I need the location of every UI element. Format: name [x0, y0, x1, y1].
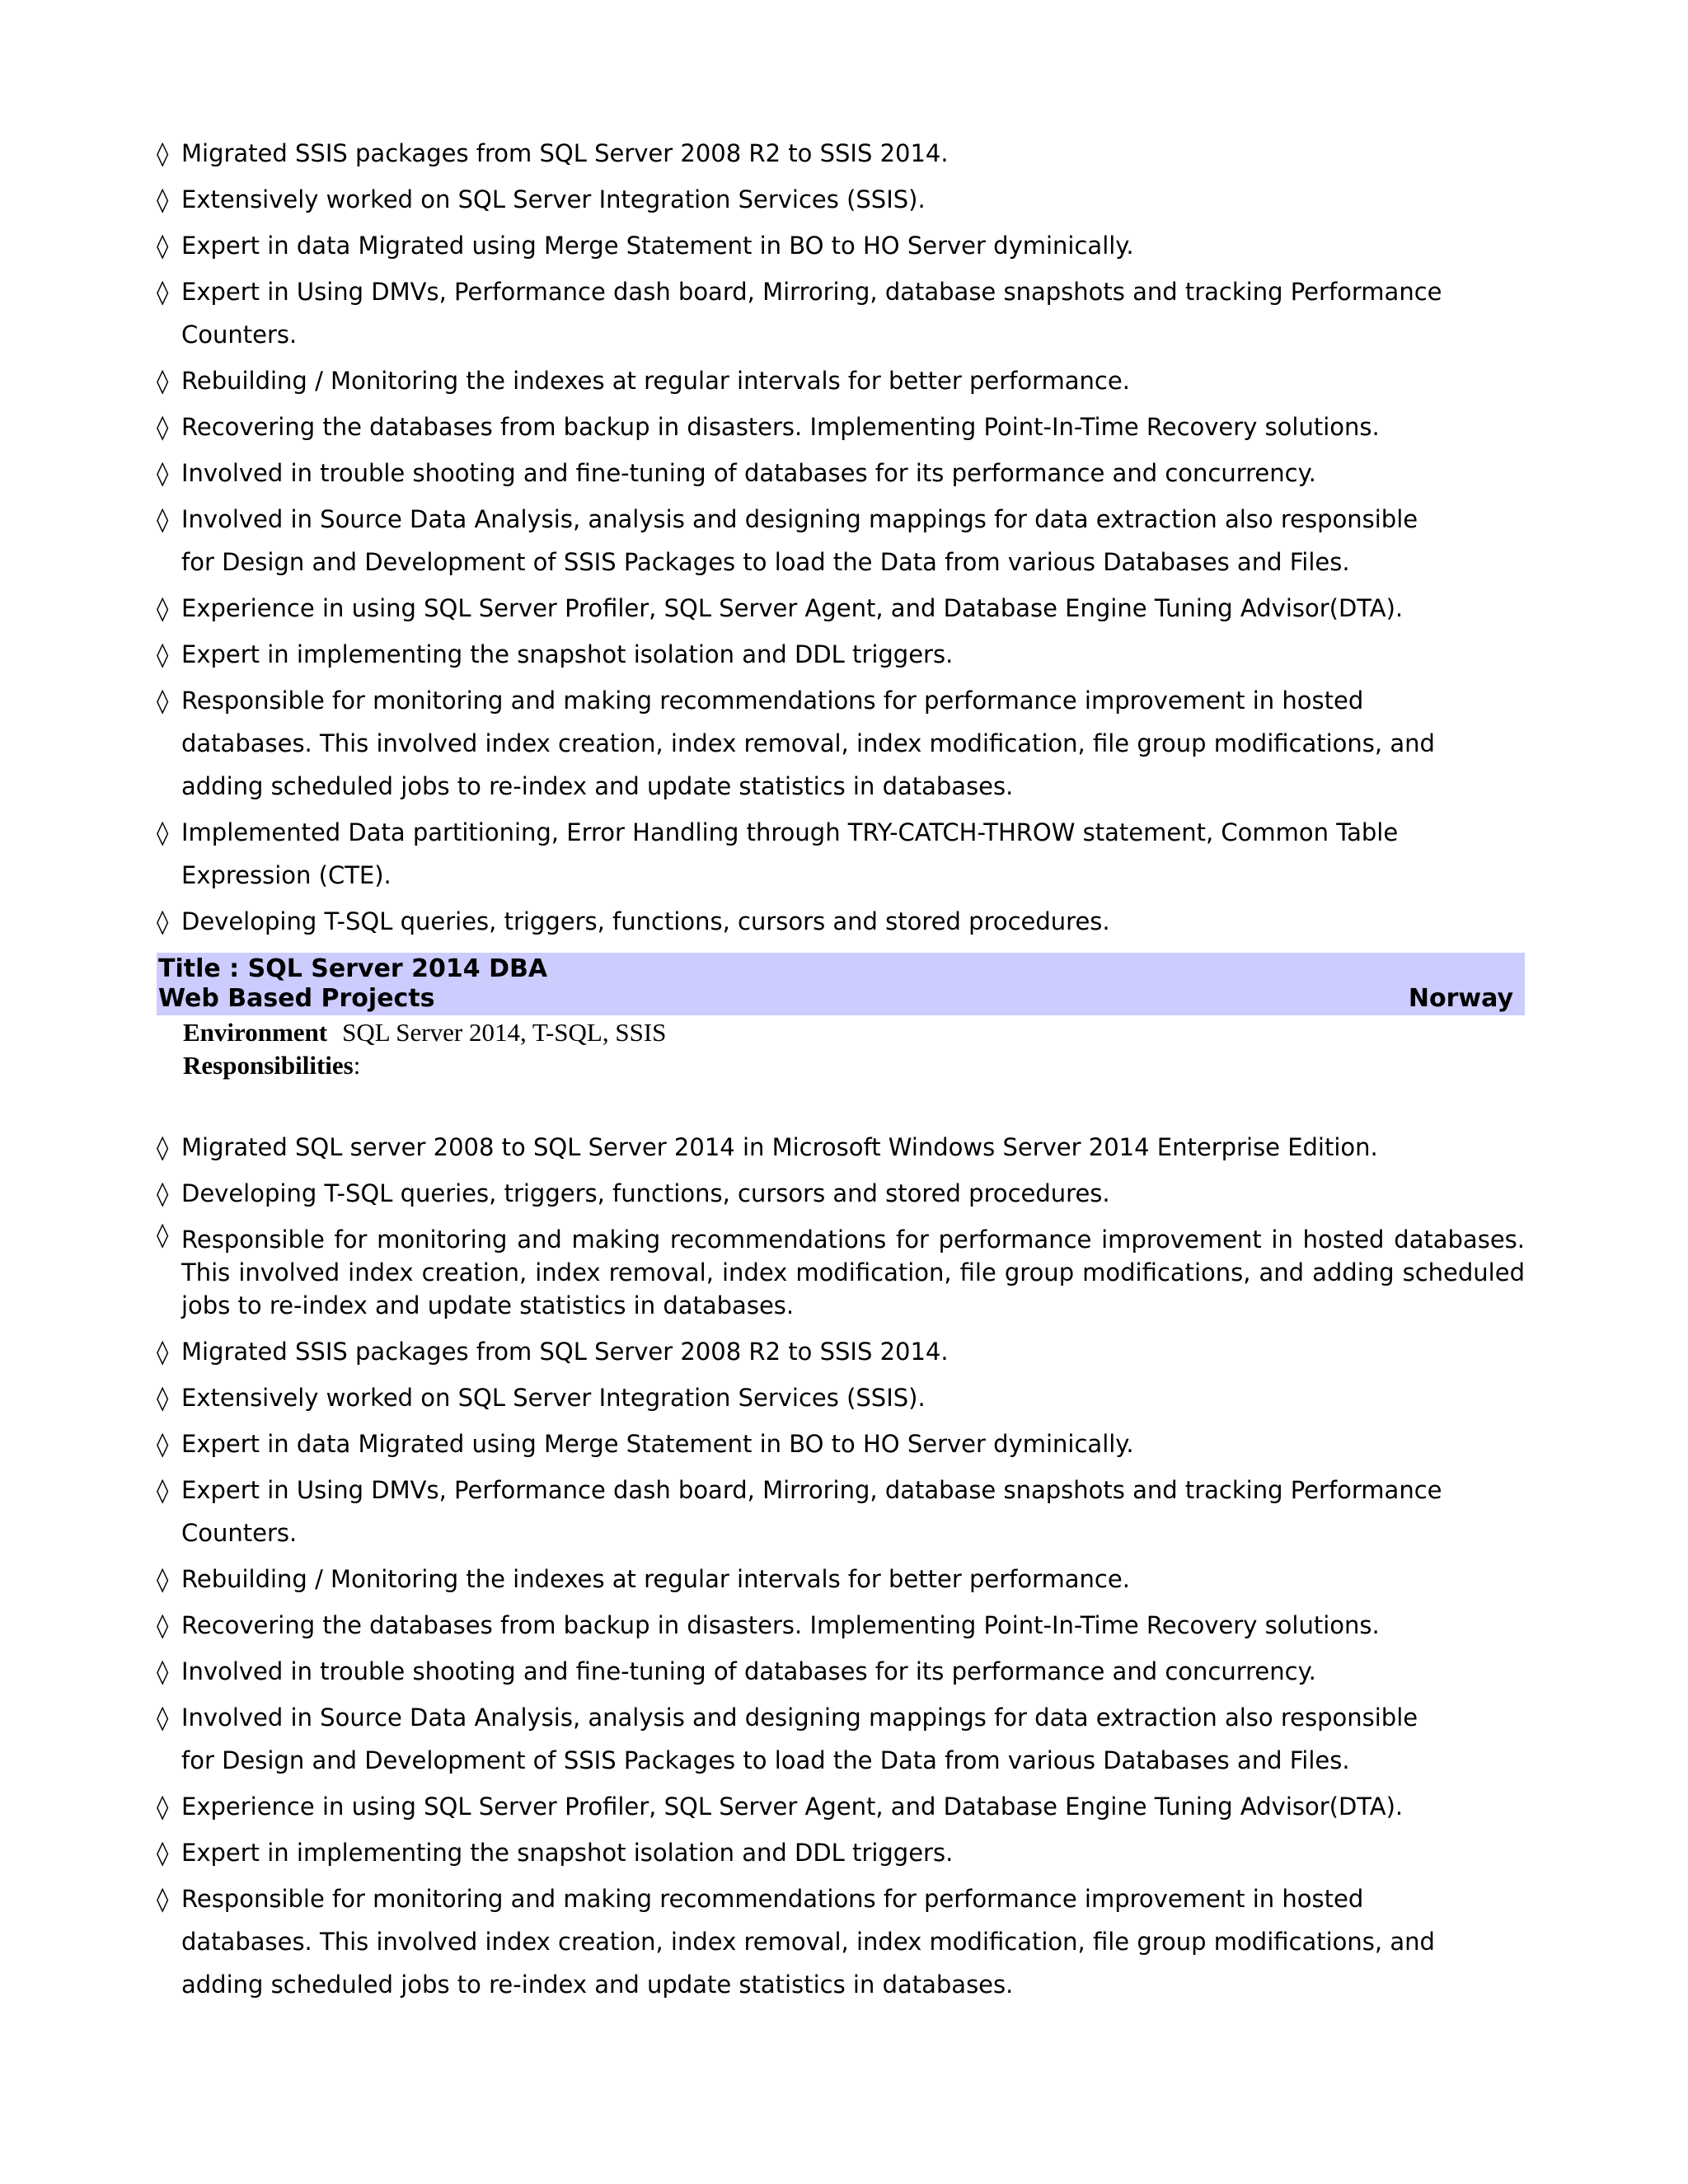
list-item [157, 1218, 1525, 1327]
responsibility-list-previous [157, 132, 1525, 943]
diamond-bullet-icon: ◊ [157, 1338, 169, 1366]
list-item [157, 1172, 1525, 1215]
list-item [157, 633, 1525, 676]
list-item-text: Implemented Data partitioning, Error Handling through TRY-CATCH-THROW statement, Common Table Expression (CTE). [181, 818, 1399, 889]
diamond-bullet-icon: ◊ [157, 185, 169, 213]
list-item-text: Involved in Source Data Analysis, analysis and designing mappings for data extraction also responsible for Design and Development of SSIS Packages to load the Data from various Databases and Files. [181, 505, 1418, 576]
environment-line [157, 1017, 1525, 1048]
diamond-bullet-icon: ◊ [157, 1384, 169, 1412]
diamond-bullet-icon: ◊ [157, 1430, 169, 1458]
list-item-text: Responsible for monitoring and making recommendations for performance improvement in hosted databases. This involved index creation, index removal, index modification, file group modifications, and adding scheduled jobs to re-index and update statistics in databases. [181, 687, 1435, 800]
list-item-text: Experience in using SQL Server Profiler, SQL Server Agent, and Database Engine Tuning Advisor(DTA). [181, 1793, 1404, 1821]
list-item-text: Migrated SSIS packages from SQL Server 2008 R2 to SSIS 2014. [181, 1338, 949, 1366]
list-item-text: Responsible for monitoring and making recommendations for performance improvement in hosted databases. This involved index creation, index removal, index modification, file group modifications, and adding scheduled jobs to re-index and update statistics in databases. [181, 1885, 1435, 1999]
responsibilities-heading [157, 1050, 1525, 1081]
list-item [157, 1469, 1525, 1554]
list-item [157, 587, 1525, 630]
list-item-text: Expert in data Migrated using Merge Statement in BO to HO Server dyminically. [181, 1430, 1134, 1458]
list-item [157, 1376, 1525, 1419]
diamond-bullet-icon: ◊ [157, 459, 169, 487]
diamond-bullet-icon: ◊ [157, 687, 169, 715]
list-item [157, 1330, 1525, 1373]
diamond-bullet-icon: ◊ [157, 1839, 169, 1867]
list-item [157, 1558, 1525, 1601]
environment-value: SQL Server 2014, T-SQL, SSIS [342, 1018, 667, 1047]
list-item-text: Expert in data Migrated using Merge Statement in BO to HO Server dyminically. [181, 232, 1134, 260]
list-item-text: Expert in Using DMVs, Performance dash board, Mirroring, database snapshots and tracking Performance Counters. [181, 1476, 1442, 1547]
diamond-bullet-icon: ◊ [157, 278, 169, 306]
list-item [157, 1650, 1525, 1693]
diamond-bullet-icon: ◊ [157, 367, 169, 395]
list-item [157, 811, 1525, 897]
list-item [157, 132, 1525, 175]
diamond-bullet-icon: ◊ [157, 1793, 169, 1821]
list-item-text: Recovering the databases from backup in disasters. Implementing Point-In-Time Recovery solutions. [181, 413, 1380, 441]
list-item-text: Extensively worked on SQL Server Integration Services (SSIS). [181, 1384, 926, 1412]
diamond-bullet-icon: ◊ [157, 1565, 169, 1593]
list-item [157, 900, 1525, 943]
diamond-bullet-icon: ◊ [157, 818, 169, 846]
list-item [157, 359, 1525, 402]
list-item-text: Expert in implementing the snapshot isolation and DDL triggers. [181, 1839, 954, 1867]
list-item-text: Involved in trouble shooting and fine-tuning of databases for its performance and concurrency. [181, 459, 1316, 487]
list-item [157, 1604, 1525, 1647]
list-item [157, 1785, 1525, 1828]
responsibility-list-current [157, 1126, 1525, 2006]
list-item-text: Involved in trouble shooting and fine-tuning of databases for its performance and concurrency. [181, 1657, 1316, 1685]
list-item-text: Developing T-SQL queries, triggers, functions, cursors and stored procedures. [181, 1179, 1110, 1207]
job-title-band [157, 953, 1525, 1015]
diamond-bullet-icon: ◊ [157, 139, 169, 167]
list-item [157, 452, 1525, 494]
list-item-text: Recovering the databases from backup in disasters. Implementing Point-In-Time Recovery solutions. [181, 1611, 1380, 1639]
diamond-bullet-icon: ◊ [157, 413, 169, 441]
list-item [157, 405, 1525, 448]
list-item [157, 178, 1525, 221]
diamond-bullet-icon: ◊ [157, 1221, 169, 1249]
list-item-text: Developing T-SQL queries, triggers, functions, cursors and stored procedures. [181, 907, 1110, 935]
job-project-row [158, 984, 1513, 1014]
diamond-bullet-icon: ◊ [157, 594, 169, 622]
diamond-bullet-icon: ◊ [157, 1611, 169, 1639]
list-item-text: Migrated SSIS packages from SQL Server 2008 R2 to SSIS 2014. [181, 139, 949, 167]
environment-label: Environment [183, 1018, 328, 1047]
list-item [157, 1696, 1525, 1782]
list-item-text: Expert in implementing the snapshot isolation and DDL triggers. [181, 640, 954, 668]
list-item [157, 1126, 1525, 1169]
diamond-bullet-icon: ◊ [157, 640, 169, 668]
diamond-bullet-icon: ◊ [157, 1179, 169, 1207]
list-item-text: Involved in Source Data Analysis, analysis and designing mappings for data extraction also responsible for Design and Development of SSIS Packages to load the Data from various Databases and Files. [181, 1704, 1418, 1774]
resume-page [157, 132, 1525, 2009]
list-item-text: Rebuilding / Monitoring the indexes at regular intervals for better performance. [181, 367, 1130, 395]
list-item [157, 1877, 1525, 2006]
list-item-text: Experience in using SQL Server Profiler, SQL Server Agent, and Database Engine Tuning Advisor(DTA). [181, 594, 1404, 622]
list-item-text: Migrated SQL server 2008 to SQL Server 2014 in Microsoft Windows Server 2014 Enterprise Edition. [181, 1133, 1378, 1161]
diamond-bullet-icon: ◊ [157, 1133, 169, 1161]
list-item-text: Extensively worked on SQL Server Integration Services (SSIS). [181, 185, 926, 213]
list-item [157, 270, 1525, 356]
list-item-text: Rebuilding / Monitoring the indexes at regular intervals for better performance. [181, 1565, 1130, 1593]
diamond-bullet-icon: ◊ [157, 1657, 169, 1685]
job-title: Title : SQL Server 2014 DBA [158, 954, 548, 983]
list-item [157, 1831, 1525, 1874]
list-item-text: Responsible for monitoring and making recommendations for performance improvement in hosted databases. This involved index creation, index removal, index modification, file group modifications, and adding scheduled jobs to re-index and update statistics in databases. [181, 1226, 1525, 1319]
list-item [157, 498, 1525, 583]
list-item [157, 679, 1525, 808]
job-location: Norway [1408, 984, 1513, 1013]
diamond-bullet-icon: ◊ [157, 232, 169, 260]
responsibilities-colon: : [353, 1051, 361, 1080]
diamond-bullet-icon: ◊ [157, 907, 169, 935]
diamond-bullet-icon: ◊ [157, 1704, 169, 1732]
diamond-bullet-icon: ◊ [157, 1476, 169, 1504]
project-name: Web Based Projects [158, 984, 435, 1013]
list-item-text: Expert in Using DMVs, Performance dash board, Mirroring, database snapshots and tracking Performance Counters. [181, 278, 1442, 349]
list-item [157, 224, 1525, 267]
diamond-bullet-icon: ◊ [157, 505, 169, 533]
responsibilities-label: Responsibilities [183, 1051, 354, 1080]
list-item [157, 1422, 1525, 1465]
diamond-bullet-icon: ◊ [157, 1885, 169, 1913]
